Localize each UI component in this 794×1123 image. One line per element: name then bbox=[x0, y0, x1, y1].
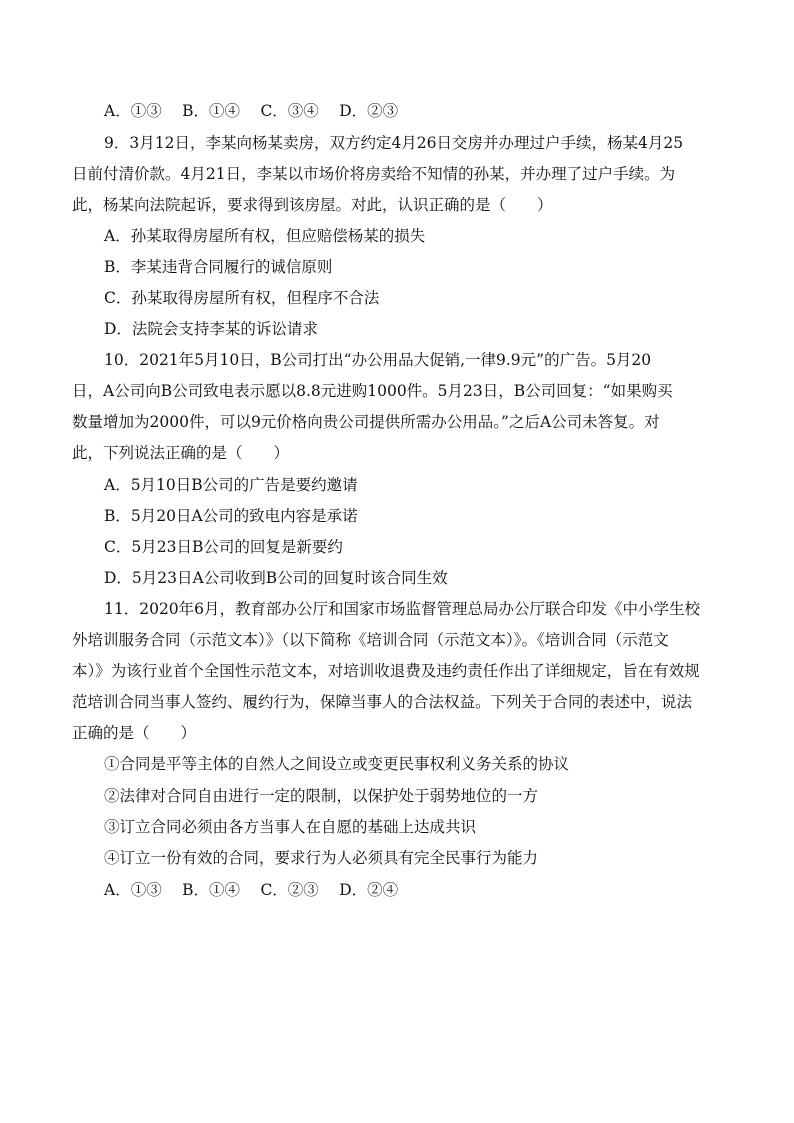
q10-option-a: A．5月10日B公司的广告是要约邀请 bbox=[104, 476, 358, 494]
q8-choices: A．①③ B．①④ C．③④ D．②③ bbox=[104, 102, 399, 120]
q9-option-c: C．孙某取得房屋所有权，但程序不合法 bbox=[104, 289, 380, 307]
q11-stem-line-2: 外培训服务合同（示范文本）》（以下简称《培训合同（示范文本）》。《培训合同（示范文 bbox=[72, 631, 669, 649]
q10-option-c: C．5月23日B公司的回复是新要约 bbox=[104, 538, 343, 556]
q11-stem-line-3: 本）》为该行业首个全国性示范文本，对培训收退费及违约责任作出了详细规定，旨在有效规 bbox=[72, 662, 700, 680]
q10-stem-line-4: 此，下列说法正确的是（ ） bbox=[72, 444, 290, 462]
q10-option-b: B．5月20日A公司的致电内容是承诺 bbox=[104, 507, 358, 525]
q10-stem-line-2: 日，A公司向B公司致电表示愿以8.8元进购1000件。5月23日，B公司回复：“如果购买 bbox=[72, 382, 673, 400]
q11-stem-line-1: 11．2020年6月，教育部办公厅和国家市场监督管理总局办公厅联合印发《中小学生校 bbox=[104, 600, 701, 618]
q9-stem-line-3: 此，杨某向法院起诉，要求得到该房屋。对此，认识正确的是（ ） bbox=[72, 196, 553, 214]
q9-option-a: A．孙某取得房屋所有权，但应赔偿杨某的损失 bbox=[104, 227, 426, 245]
q10-stem-line-1: 10．2021年5月10日，B公司打出“办公用品大促销,一律9.9元”的广告。5月20 bbox=[104, 351, 652, 369]
q10-stem-line-3: 数量增加为2000件，可以9元价格向贵公司提供所需办公用品。”之后A公司未答复。对 bbox=[72, 413, 660, 431]
q11-statement-1: ①合同是平等主体的自然人之间设立或变更民事权利义务关系的协议 bbox=[104, 755, 570, 773]
q9-stem-line-2: 日前付清价款。4月21日，李某以市场价将房卖给不知情的孙某，并办理了过户手续。为 bbox=[72, 165, 676, 183]
q11-statement-2: ②法律对合同自由进行一定的限制，以保护处于弱势地位的一方 bbox=[104, 787, 539, 805]
q9-stem-line-1: 9．3月12日，李某向杨某卖房，双方约定4月26日交房并办理过户手续，杨某4月25 bbox=[104, 134, 684, 152]
q11-stem-line-4: 范培训合同当事人签约、履约行为，保障当事人的合法权益。下列关于合同的表述中，说法 bbox=[72, 693, 693, 711]
q10-option-d: D．5月23日A公司收到B公司的回复时该合同生效 bbox=[104, 569, 448, 587]
q11-stem-line-5: 正确的是（ ） bbox=[72, 724, 197, 742]
q11-choices: A．①③ B．①④ C．②③ D．②④ bbox=[104, 881, 399, 899]
q9-option-d: D．法院会支持李某的诉讼请求 bbox=[104, 320, 318, 338]
q9-option-b: B．李某违背合同履行的诚信原则 bbox=[104, 258, 333, 276]
q11-statement-3: ③订立合同必须由各方当事人在自愿的基础上达成共识 bbox=[104, 818, 477, 836]
q11-statement-4: ④订立一份有效的合同，要求行为人必须具有完全民事行为能力 bbox=[104, 849, 539, 867]
